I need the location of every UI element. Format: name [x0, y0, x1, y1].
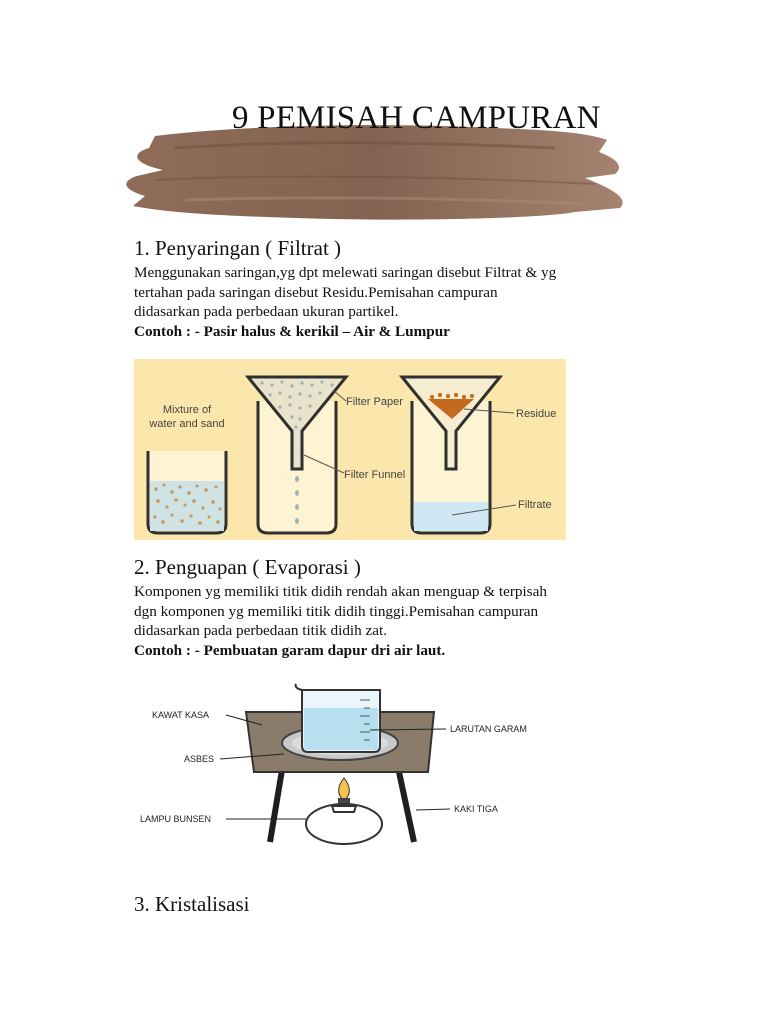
- label-mixture-line1: Mixture of: [162, 404, 212, 416]
- evaporation-diagram: [134, 680, 546, 848]
- label-lampu-bunsen: LAMPU BUNSEN: [140, 814, 212, 824]
- label-mixture-line2: water and sand: [149, 418, 225, 430]
- page-title: 9 PEMISAH CAMPURAN: [232, 100, 601, 136]
- label-filter-paper: Filter Paper: [346, 396, 403, 408]
- filtration-diagram: [134, 359, 566, 540]
- label-residue: Residue: [516, 408, 557, 420]
- section-heading-kristalisasi: 3. Kristalisasi: [134, 892, 250, 916]
- example-penguapan: Contoh : - Pembuatan garam dapur dri air laut.: [134, 642, 446, 659]
- section-body-penguapan: Komponen yg memiliki titik didih rendah akan menguap & terpisah dgn komponen yg memiliki titik didih tinggi.Pemisahan campuran didasarkan pada perbedaan titik didih zat.: [134, 583, 547, 639]
- label-filtrate: Filtrate: [518, 499, 552, 511]
- section-heading-penyaringan: 1. Penyaringan ( Filtrat ): [134, 236, 342, 260]
- label-larutan-garam: LARUTAN GARAM: [450, 724, 527, 734]
- section-heading-penguapan: 2. Penguapan ( Evaporasi ): [134, 555, 361, 579]
- label-kaki-tiga: KAKI TIGA: [454, 804, 498, 814]
- example-penyaringan: Contoh : - Pasir halus & kerikil – Air & Lumpur: [134, 323, 450, 340]
- section-body-penyaringan: Menggunakan saringan,yg dpt melewati saringan disebut Filtrat & yg tertahan pada saringan disebut Residu.Pemisahan campuran didasarkan pada perbedaan ukuran partikel.: [134, 264, 557, 320]
- label-filter-funnel: Filter Funnel: [344, 469, 406, 481]
- label-asbes: ASBES: [184, 754, 215, 764]
- label-kawat-kasa: KAWAT KASA: [152, 710, 210, 720]
